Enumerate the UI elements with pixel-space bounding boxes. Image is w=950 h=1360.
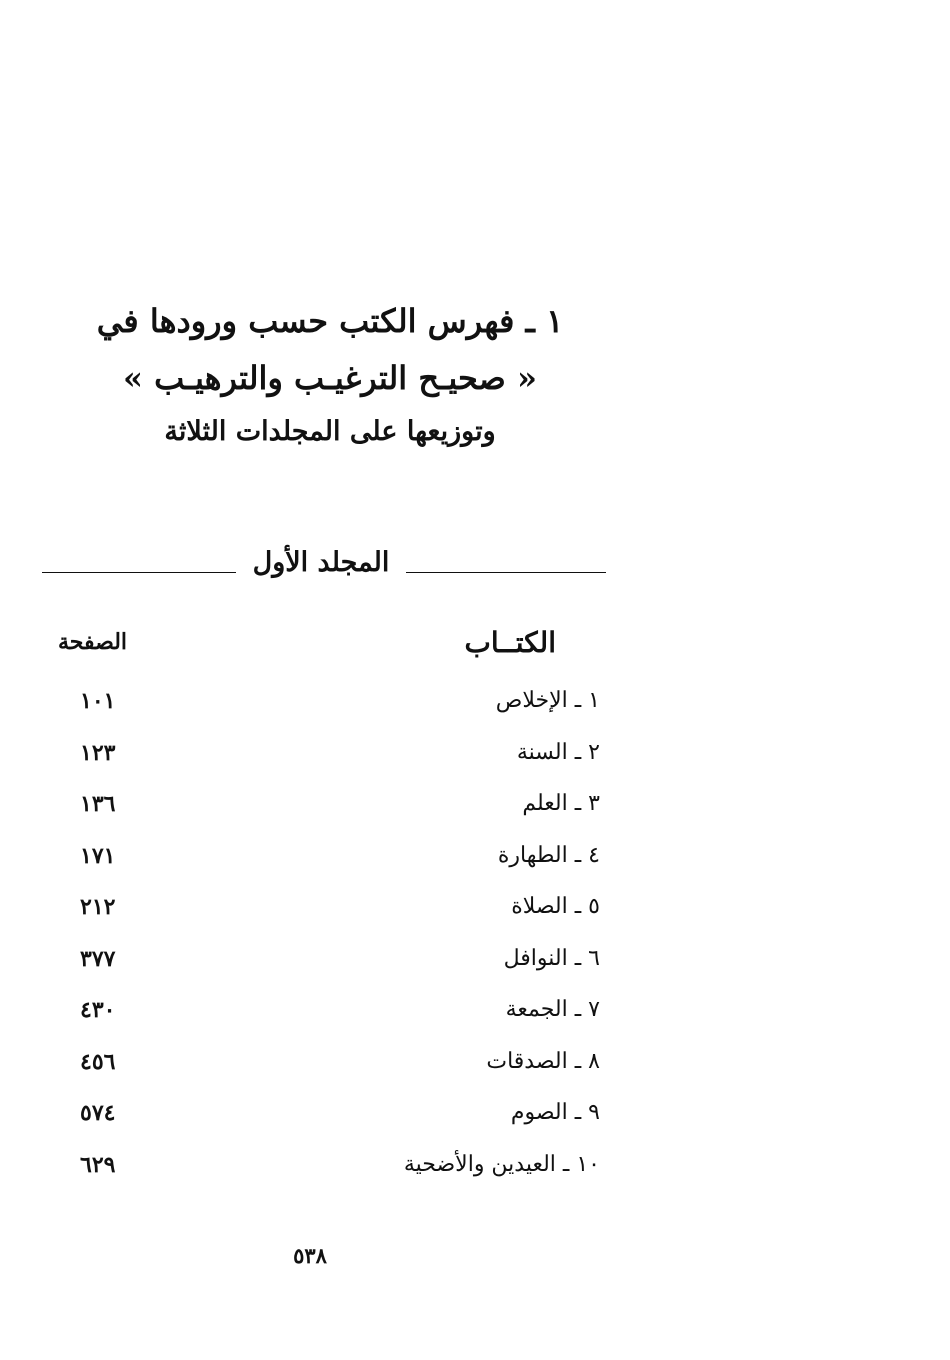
- entry-name: ٤ ـ الطهارة: [497, 842, 600, 868]
- page-number: ٥٣٨: [293, 1243, 327, 1268]
- entry-name: ٨ ـ الصدقات: [486, 1048, 600, 1074]
- entry-name: ١ ـ الإخلاص: [495, 688, 600, 713]
- entry-name: ٣ ـ العلم: [522, 791, 600, 816]
- entry-name: ١٠ ـ العيدين والأضحية: [403, 1151, 600, 1177]
- list-item: [40, 834, 610, 886]
- title-line-3: وتوزيعها على المجلدات الثلاثة: [164, 416, 496, 447]
- volume-label: المجلد الأول: [252, 547, 390, 578]
- entry-name: ٦ ـ النوافل: [503, 945, 600, 971]
- volume-rule-left: [42, 572, 236, 573]
- list-item: [40, 731, 610, 783]
- list-item: [40, 679, 610, 731]
- column-header-page: الصفحة: [58, 629, 128, 655]
- title-line-1: ١ ـ فهرس الكتب حسب ورودها في: [96, 302, 564, 340]
- entries-list: [40, 679, 610, 1194]
- entry-name: ٩ ـ الصوم: [510, 1100, 600, 1125]
- index-title: [90, 293, 570, 457]
- list-item: [40, 937, 610, 989]
- entry-name: ٢ ـ السنة: [516, 739, 600, 765]
- entry-page-number: ١٧١: [80, 842, 116, 869]
- entry-page-number: ١٠١: [80, 688, 116, 714]
- volume-rule-right: [406, 572, 606, 573]
- list-item: [40, 1040, 610, 1092]
- entry-page-number: ٦٢٩: [80, 1151, 116, 1178]
- entry-page-number: ١٣٦: [80, 791, 116, 817]
- volume-heading: [42, 543, 606, 583]
- entry-page-number: ١٢٣: [80, 739, 116, 766]
- list-item: [40, 1143, 610, 1195]
- entry-page-number: ٤٥٦: [80, 1048, 116, 1075]
- list-item: [40, 1091, 610, 1143]
- entry-page-number: ٥٧٤: [80, 1100, 116, 1126]
- entry-page-number: ٣٧٧: [80, 945, 116, 972]
- title-line-2: « صحيـح الترغيـب والترهيـب »: [123, 359, 537, 397]
- entry-page-number: ٤٣٠: [80, 997, 116, 1023]
- list-item: [40, 782, 610, 834]
- column-header-book: الكتــاب: [464, 626, 556, 659]
- list-item: [40, 988, 610, 1040]
- entry-name: ٥ ـ الصلاة: [511, 894, 600, 919]
- entry-name: ٧ ـ الجمعة: [505, 997, 600, 1022]
- entry-page-number: ٢١٢: [80, 894, 116, 920]
- list-item: [40, 885, 610, 937]
